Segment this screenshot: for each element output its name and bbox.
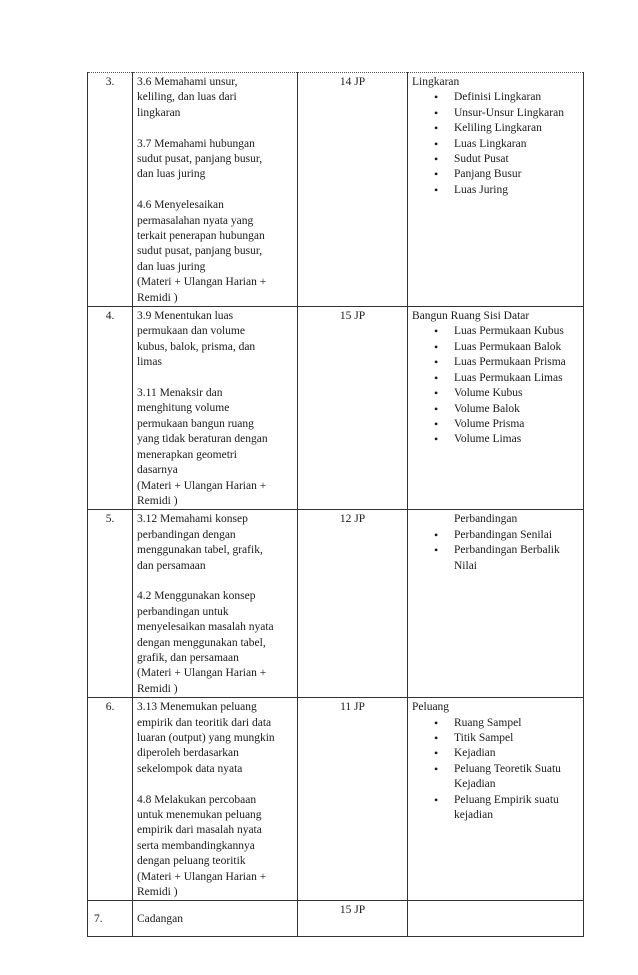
kd-line: (Materi + Ulangan Harian +: [137, 479, 267, 492]
kd-line: dengan menggunakan tabel,: [137, 636, 266, 649]
table-row: [88, 901, 584, 937]
kd-line: menerapkan geometri: [137, 448, 237, 461]
kd-line: perbandingan untuk: [137, 605, 229, 618]
list-item: • Keliling Lingkaran: [434, 121, 579, 136]
list-item: • Perbandingan Senilai: [434, 528, 579, 543]
list-item: • Unsur-Unsur Lingkaran: [434, 106, 579, 121]
list-item: • Luas Permukaan Limas: [434, 371, 579, 386]
kd-line: dasarnya: [137, 464, 178, 477]
kd-line: serta membandingkannya: [137, 839, 255, 852]
jp-cell: 12 JP: [298, 510, 408, 698]
materi-list: [412, 716, 579, 824]
kd-line: 3.7 Memahami hubungan: [137, 137, 255, 150]
table-row: [88, 698, 584, 901]
kd-line: limas: [137, 356, 162, 369]
kd-line: kubus, balok, prisma, dan: [137, 340, 256, 353]
table-row: [88, 307, 584, 510]
list-item: • Ruang Sampel: [434, 716, 579, 731]
row-number: 3.: [88, 73, 133, 307]
kd-line: menghitung volume: [137, 402, 230, 415]
table-row: [88, 73, 584, 307]
kd-line: 4.6 Menyelesaikan: [137, 199, 224, 212]
kd-line: menggunakan tabel, grafik,: [137, 544, 263, 557]
kd-line: menyelesaikan masalah nyata: [137, 621, 274, 634]
list-item: • Luas Permukaan Kubus: [434, 324, 579, 339]
syllabus-table: [87, 72, 584, 937]
materi-cell: [408, 73, 584, 307]
list-item: • Definisi Lingkaran: [434, 90, 579, 105]
materi-title: Bangun Ruang Sisi Datar: [412, 310, 530, 323]
jp-cell: 11 JP: [298, 698, 408, 901]
kompetensi-dasar-cell: [133, 901, 298, 937]
row-number: 6.: [88, 698, 133, 901]
materi-title: Lingkaran: [412, 76, 460, 88]
kd-line: empirik dan teoritik dari data: [137, 716, 272, 729]
kd-line: 3.12 Memahami konsep: [137, 513, 248, 526]
kd-line: 3.6 Memahami unsur,: [137, 76, 238, 88]
list-item: • Volume Limas: [434, 432, 579, 447]
kd-line: sudut pusat, panjang busur,: [137, 245, 263, 258]
list-item: • Sudut Pusat: [434, 152, 579, 167]
kd-line: 3.9 Menentukan luas: [137, 310, 234, 323]
kd-line: luaran (output) yang mungkin: [137, 732, 275, 744]
kd-line: dan luas juring: [137, 260, 206, 273]
materi-cell: [408, 901, 584, 937]
list-item: • Volume Prisma: [434, 417, 579, 432]
kd-line: permukaan bangun ruang: [137, 417, 254, 430]
kompetensi-dasar-cell: [133, 698, 298, 901]
kd-line: lingkaran: [137, 106, 181, 119]
row-number: 4.: [88, 307, 133, 510]
kd-line: sudut pusat, panjang busur,: [137, 153, 263, 166]
kd-line: empirik dari masalah nyata: [137, 824, 262, 837]
list-item: • Volume Kubus: [434, 386, 579, 401]
kd-line: Cadangan: [137, 913, 183, 926]
spacer: [137, 371, 293, 386]
kompetensi-dasar-cell: [133, 73, 298, 307]
kd-line: sekelompok data nyata: [137, 762, 243, 775]
jp-cell: 15 JP: [298, 901, 408, 937]
table-row: [88, 510, 584, 698]
kompetensi-dasar-cell: [133, 510, 298, 698]
list-item: • Luas Permukaan Balok: [434, 340, 579, 355]
kd-line: Remidi ): [137, 494, 178, 507]
kd-line: (Materi + Ulangan Harian +: [137, 870, 267, 883]
spacer: [137, 121, 293, 136]
kd-line: untuk menemukan peluang: [137, 809, 262, 822]
kd-line: 4.8 Melakukan percobaan: [137, 793, 257, 806]
kd-line: diperoleh berdasarkan: [137, 747, 239, 760]
kd-line: permukaan dan volume: [137, 325, 245, 338]
materi-title: Perbandingan: [454, 513, 518, 526]
spacer: [137, 183, 293, 198]
list-item: • Luas Juring: [434, 183, 579, 198]
jp-cell: 14 JP: [298, 73, 408, 307]
kd-line: (Materi + Ulangan Harian +: [137, 667, 267, 680]
list-item: • Titik Sampel: [434, 731, 579, 746]
row-number: 7.: [88, 901, 133, 937]
kompetensi-dasar-cell: [133, 307, 298, 510]
kd-line: Remidi ): [137, 291, 178, 304]
kd-line: terkait penerapan hubungan: [137, 230, 265, 243]
kd-line: yang tidak beraturan dengan: [137, 433, 268, 446]
kd-line: 3.11 Menaksir dan: [137, 387, 223, 400]
spacer: [137, 574, 293, 589]
kd-line: grafik, dan persamaan: [137, 651, 239, 664]
jp-cell: 15 JP: [298, 307, 408, 510]
materi-title: Peluang: [412, 701, 450, 714]
kd-line: 3.13 Menemukan peluang: [137, 701, 257, 714]
kd-line: permasalahan nyata yang: [137, 214, 254, 227]
kd-line: keliling, dan luas dari: [137, 91, 237, 104]
kd-line: Remidi ): [137, 682, 178, 695]
list-item: • Peluang Empirik suatu kejadian: [434, 793, 579, 824]
list-item: • Panjang Busur: [434, 167, 579, 182]
list-item: • Luas Permukaan Prisma: [434, 355, 579, 370]
kd-line: dan persamaan: [137, 559, 206, 572]
materi-list: [412, 528, 579, 574]
materi-cell: [408, 698, 584, 901]
spacer: [137, 777, 293, 792]
materi-list: [412, 90, 579, 198]
list-item: • Volume Balok: [434, 402, 579, 417]
kd-line: 4.2 Menggunakan konsep: [137, 590, 256, 603]
list-item: • Kejadian: [434, 746, 579, 761]
kd-line: perbandingan dengan: [137, 528, 236, 541]
list-item: • Peluang Teoretik Suatu Kejadian: [434, 762, 579, 793]
kd-line: dan luas juring: [137, 168, 206, 181]
materi-cell: [408, 510, 584, 698]
kd-line: dengan peluang teoritik: [137, 855, 246, 868]
materi-list: [412, 324, 579, 447]
kd-line: Remidi ): [137, 886, 178, 899]
kd-line: (Materi + Ulangan Harian +: [137, 276, 267, 289]
materi-cell: [408, 307, 584, 510]
list-item: • Luas Lingkaran: [434, 137, 579, 152]
row-number: 5.: [88, 510, 133, 698]
list-item: • Perbandingan Berbalik Nilai: [434, 543, 579, 574]
